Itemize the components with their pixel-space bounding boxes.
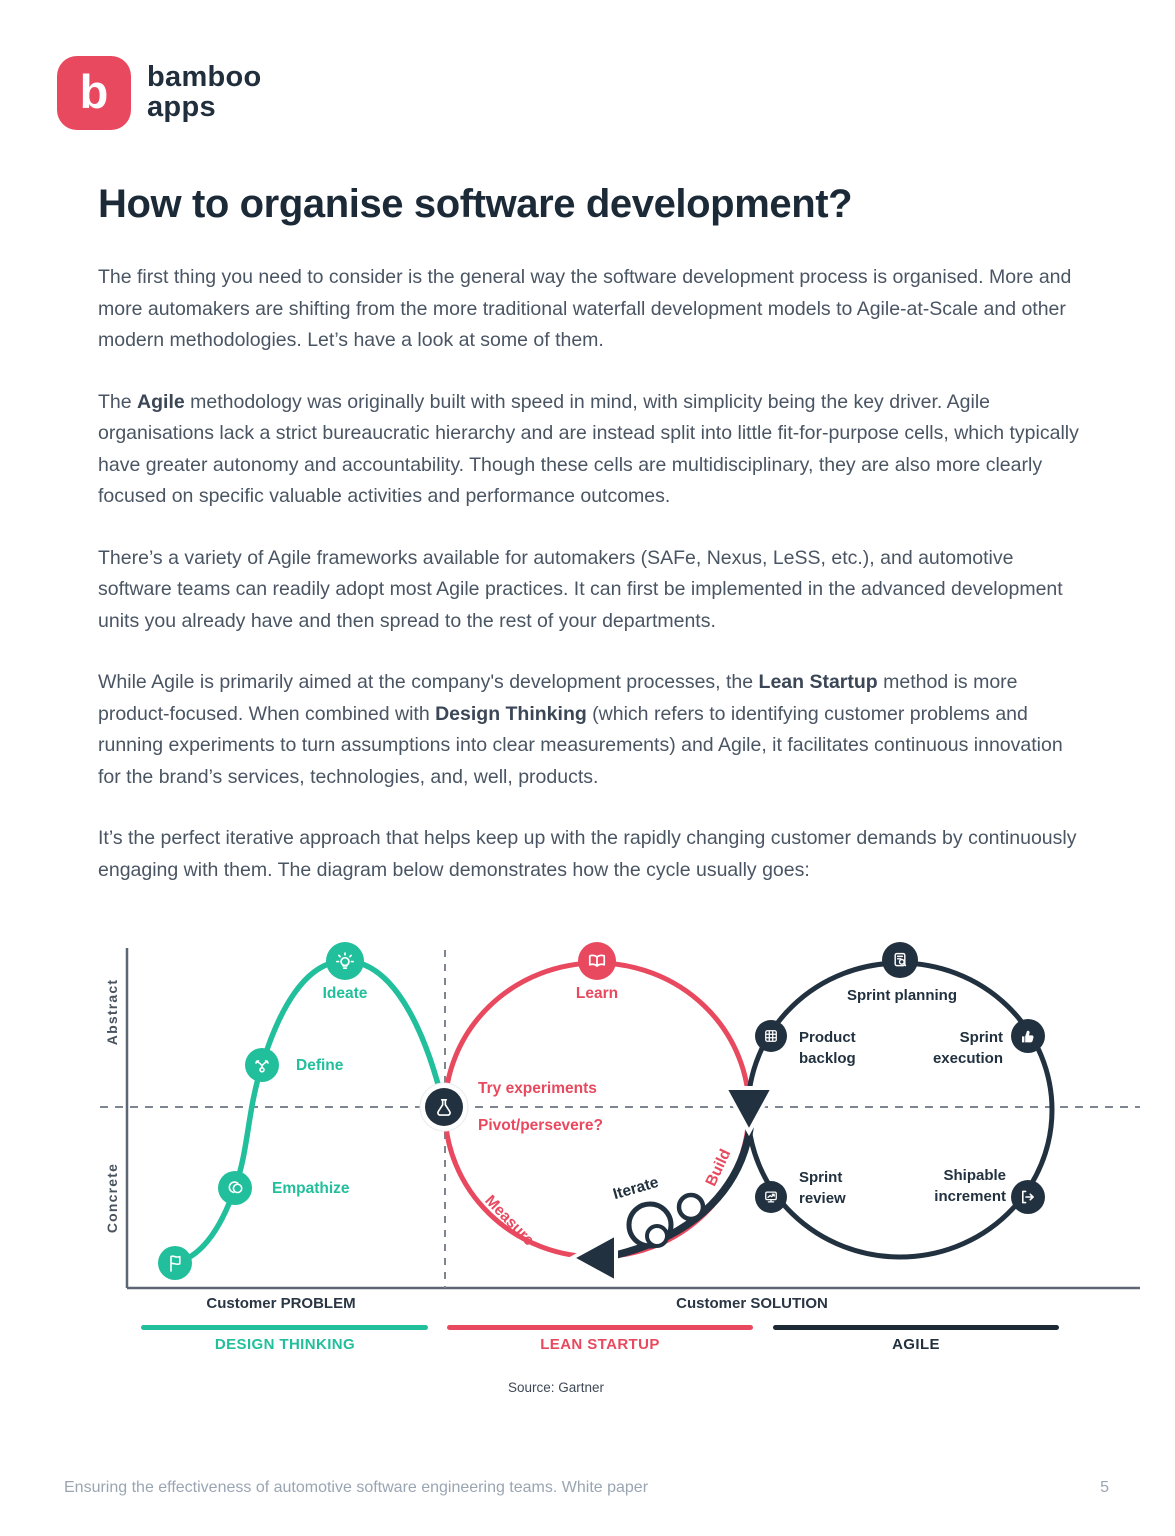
paragraph: The first thing you need to consider is the general way the software development process is organised. More and more automakers are shifting from the more traditional waterfall development models to Agile-at-Scale and other modern methodologies. Let’s have a look at some of them.	[98, 266, 1072, 351]
logo-wordmark	[147, 63, 262, 122]
shipable-increment-line2: increment	[934, 1188, 1006, 1205]
sprint-execution-label	[933, 1027, 1003, 1069]
sprint-review-label	[799, 1167, 846, 1209]
sprint-execution-node	[1011, 1019, 1045, 1053]
product-backlog-label	[799, 1027, 856, 1069]
experiment-node	[420, 1083, 468, 1131]
customer-solution-label: Customer SOLUTION	[676, 1295, 828, 1312]
milestone-node	[158, 1246, 192, 1280]
measure-label: Measure	[481, 1192, 538, 1250]
product-backlog-line2: backlog	[799, 1050, 856, 1067]
ideate-node	[326, 942, 364, 980]
logo-wordmark-line1: bamboo	[147, 61, 262, 94]
empathize-node	[218, 1171, 252, 1205]
y-axis-label-abstract: Abstract	[104, 978, 120, 1046]
sprint-review-line1: Sprint	[799, 1169, 843, 1186]
down-arrow-triangle	[725, 1088, 773, 1132]
y-axis-label-concrete: Concrete	[104, 1162, 120, 1234]
customer-problem-label: Customer PROBLEM	[206, 1295, 356, 1312]
logo-wordmark-line2: apps	[147, 91, 216, 123]
paragraph: The Agile methodology was originally built with speed in mind, with simplicity being the key driver. Agile organisations lack a strict bureaucratic hierarchy and are instead split into little fit-for-purpose cells, which typically have greater autonomy and accountability. Though these cells are multidisciplinary, they are also more clearly focused on specific valuable activities and performance outcomes.	[98, 390, 1079, 507]
ideate-label: Ideate	[322, 985, 368, 1002]
sprint-review-line2: review	[799, 1190, 846, 1207]
define-node	[245, 1048, 279, 1082]
body-copy	[98, 262, 1086, 916]
learn-label: Learn	[575, 985, 619, 1002]
sprint-execution-line1: Sprint	[959, 1029, 1003, 1046]
sprint-execution-line2: execution	[932, 1050, 1003, 1067]
agile-legend: AGILE	[892, 1336, 940, 1353]
page-footer	[64, 1479, 1109, 1497]
lean-startup-bar	[447, 1325, 753, 1330]
agile-circle	[748, 963, 1052, 1257]
page-number: 5	[1100, 1479, 1109, 1496]
try-experiments-label: Try experiments	[478, 1080, 597, 1097]
paragraph: There’s a variety of Agile frameworks available for automakers (SAFe, Nexus, LeSS, etc.), and automotive software teams can readily adopt most Agile practices. It can first be implemented in the advanced development units you already have and then spread to the rest of your departments.	[98, 546, 1063, 632]
lean-startup-legend: LEAN STARTUP	[540, 1336, 660, 1353]
sprint-planning-label: Sprint planning	[847, 987, 957, 1004]
left-arrow-triangle	[572, 1234, 616, 1282]
pivot-persevere-label: Pivot/persevere?	[478, 1117, 603, 1134]
sprint-planning-node	[882, 942, 918, 978]
shipable-increment-label	[934, 1165, 1006, 1207]
agile-bar	[773, 1325, 1059, 1330]
iterate-loop-mid	[679, 1195, 703, 1219]
empathize-label: Empathize	[272, 1180, 350, 1197]
paragraph: While Agile is primarily aimed at the company's development processes, the Lean Startup method is more product-focused. When combined with Design Thinking (which refers to identifying customer problems and running experiments to turn assumptions into clear measurements) and Agile, it facilitates continuous innovation for the brand’s services, technologies, and, well, products.	[98, 671, 1063, 788]
design-thinking-curve	[175, 961, 444, 1263]
product-backlog-node	[755, 1020, 787, 1052]
sprint-review-node	[755, 1181, 787, 1213]
design-thinking-legend: DESIGN THINKING	[214, 1336, 356, 1353]
paragraph: It’s the perfect iterative approach that helps keep up with the rapidly changing customer demands by continuously engaging with them. The diagram below demonstrates how the cycle usually goes:	[98, 827, 1077, 881]
bamboo-apps-logo-icon	[57, 56, 131, 130]
learn-node	[578, 942, 616, 980]
gartner-cycle-diagram	[0, 930, 1175, 1400]
build-label: Build	[702, 1146, 735, 1189]
footer-title: Ensuring the effectiveness of automotive software engineering teams. White paper	[64, 1479, 649, 1496]
iterate-loop-small	[647, 1226, 667, 1246]
iterate-label: Iterate	[611, 1173, 661, 1204]
shipable-increment-node	[1011, 1180, 1045, 1214]
page-title: How to organise software development?	[98, 182, 853, 226]
bamboo-apps-logo	[57, 56, 262, 130]
define-label: Define	[296, 1057, 344, 1074]
product-backlog-line1: Product	[799, 1029, 856, 1046]
design-thinking-bar	[141, 1325, 428, 1330]
diagram-source: Source: Gartner	[507, 1380, 605, 1395]
shipable-increment-line1: Shipable	[943, 1167, 1006, 1184]
logo-mark-letter: b	[79, 64, 109, 118]
